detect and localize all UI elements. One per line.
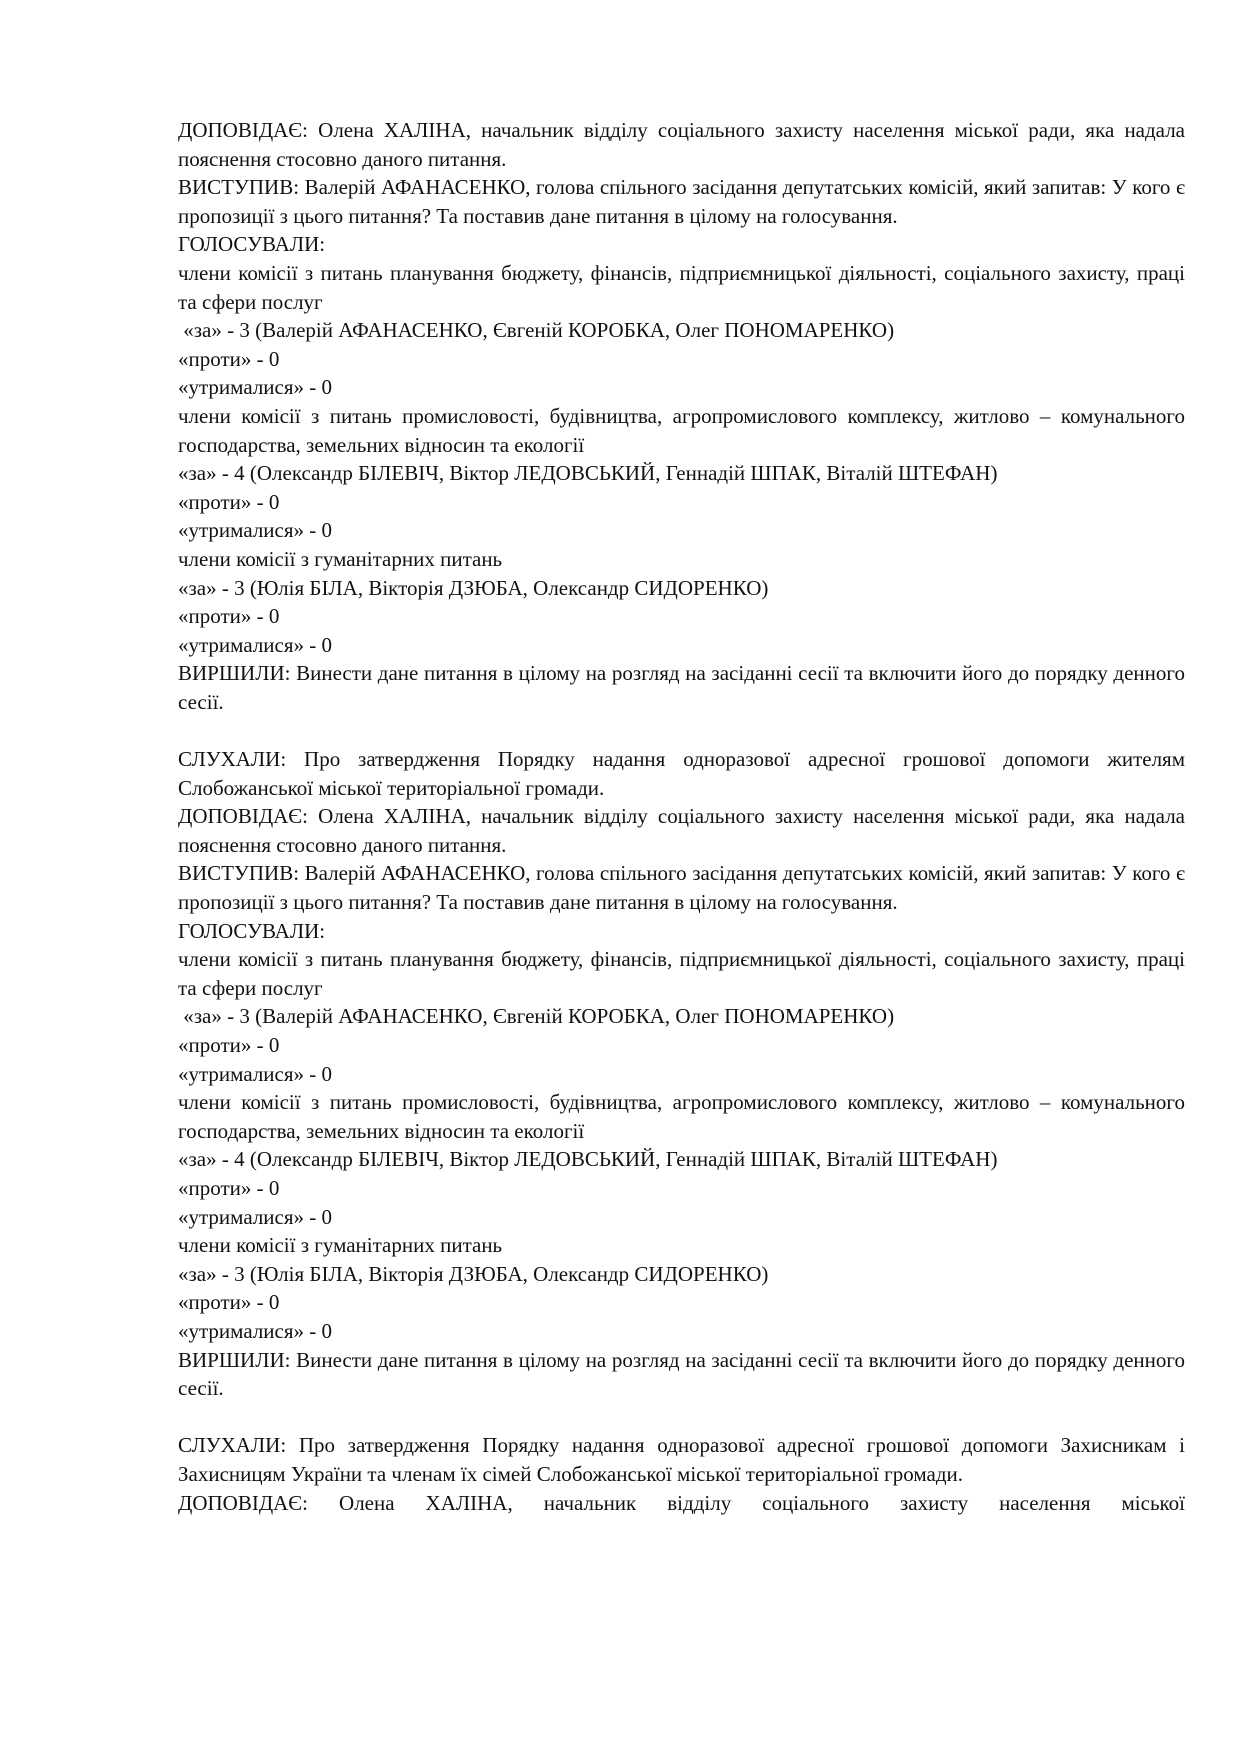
reporter-paragraph: ДОПОВІДАЄ: Олена ХАЛІНА, начальник відділу соціального захисту населення міської [178, 1490, 1185, 1515]
reporter-paragraph: ДОПОВІДАЄ: Олена ХАЛІНА, начальник відділу соціального захисту населення міської ради, яка надала пояснення стосовно даного питання. [178, 804, 1185, 857]
vote-abstained: «утрималися» - 0 [178, 1318, 333, 1343]
heard-paragraph: СЛУХАЛИ: Про затвердження Порядку надання одноразової адресної грошової допомоги жителям Слобожанської міської територіальної громади. [178, 747, 1185, 800]
vote-abstained: «утрималися» - 0 [178, 518, 333, 543]
vote-for: «за» - 3 (Юлія БІЛА, Вікторія ДЗЮБА, Олександр СИДОРЕНКО) [178, 575, 769, 600]
vote-against: «проти» - 0 [178, 346, 280, 371]
vote-for: «за» - 4 (Олександр БІЛЕВІЧ, Віктор ЛЕДОВСЬКИЙ, Геннадій ШПАК, Віталій ШТЕФАН) [178, 1147, 998, 1172]
speaker-paragraph: ВИСТУПИВ: Валерій АФАНАСЕНКО, голова спільного засідання депутатських комісій, який запитав: У кого є пропозиції з цього питання? Та поставив дане питання в цілому на голосування. [178, 175, 1185, 228]
vote-abstained: «утрималися» - 0 [178, 1061, 333, 1086]
vote-for: «за» - 3 (Валерій АФАНАСЕНКО, Євгеній КОРОБКА, Олег ПОНОМАРЕНКО) [178, 1004, 895, 1029]
document-body [178, 116, 1185, 1517]
committee-industry: члени комісії з питань промисловості, будівництва, агропромислового комплексу, житлово – комунального господарства, земельних відносин та екології [178, 403, 1185, 457]
speaker-paragraph: ВИСТУПИВ: Валерій АФАНАСЕНКО, голова спільного засідання депутатських комісій, який запитав: У кого є пропозиції з цього питання? Та поставив дане питання в цілому на голосування. [178, 861, 1185, 915]
committee-humanitarian: члени комісії з гуманітарних питань [178, 546, 503, 571]
heard-paragraph: СЛУХАЛИ: Про затвердження Порядку надання одноразової адресної грошової допомоги Захисникам і Захисницям України та членам їх сімей Слобожанської міської територіальної громади. [178, 1433, 1185, 1486]
section-gap [178, 1403, 1185, 1432]
vote-against: «проти» - 0 [178, 1290, 280, 1315]
vote-for: «за» - 4 (Олександр БІЛЕВІЧ, Віктор ЛЕДОВСЬКИЙ, Геннадій ШПАК, Віталій ШТЕФАН) [178, 461, 998, 486]
reporter-paragraph: ДОПОВІДАЄ: Олена ХАЛІНА, начальник відділу соціального захисту населення міської ради, яка надала пояснення стосовно даного питання. [178, 118, 1185, 171]
committee-industry: члени комісії з питань промисловості, будівництва, агропромислового комплексу, житлово – комунального господарства, земельних відносин та екології [178, 1090, 1185, 1143]
section-gap [178, 716, 1185, 745]
vote-abstained: «утрималися» - 0 [178, 632, 333, 657]
voted-heading: ГОЛОСУВАЛИ: [178, 232, 326, 257]
vote-for: «за» - 3 (Валерій АФАНАСЕНКО, Євгеній КОРОБКА, Олег ПОНОМАРЕНКО) [178, 318, 895, 343]
committee-budget: члени комісії з питань планування бюджету, фінансів, підприємницької діяльності, соціального захисту, праці та сфери послуг [178, 260, 1185, 314]
vote-against: «проти» - 0 [178, 1175, 280, 1200]
vote-abstained: «утрималися» - 0 [178, 1204, 333, 1229]
vote-against: «проти» - 0 [178, 489, 280, 514]
vote-for: «за» - 3 (Юлія БІЛА, Вікторія ДЗЮБА, Олександр СИДОРЕНКО) [178, 1261, 769, 1286]
vote-against: «проти» - 0 [178, 1033, 280, 1057]
decision-paragraph: ВИРШИЛИ: Винести дане питання в цілому на розгляд на засіданні сесії та включити його до порядку денного сесії. [178, 1347, 1185, 1401]
committee-humanitarian: члени комісії з гуманітарних питань [178, 1233, 503, 1258]
vote-against: «проти» - 0 [178, 604, 280, 629]
decision-paragraph: ВИРШИЛИ: Винести дане питання в цілому на розгляд на засіданні сесії та включити його до порядку денного сесії. [178, 661, 1185, 714]
committee-budget: члени комісії з питань планування бюджету, фінансів, підприємницької діяльності, соціального захисту, праці та сфери послуг [178, 947, 1185, 1000]
vote-abstained: «утрималися» - 0 [178, 375, 333, 400]
voted-heading: ГОЛОСУВАЛИ: [178, 918, 326, 943]
